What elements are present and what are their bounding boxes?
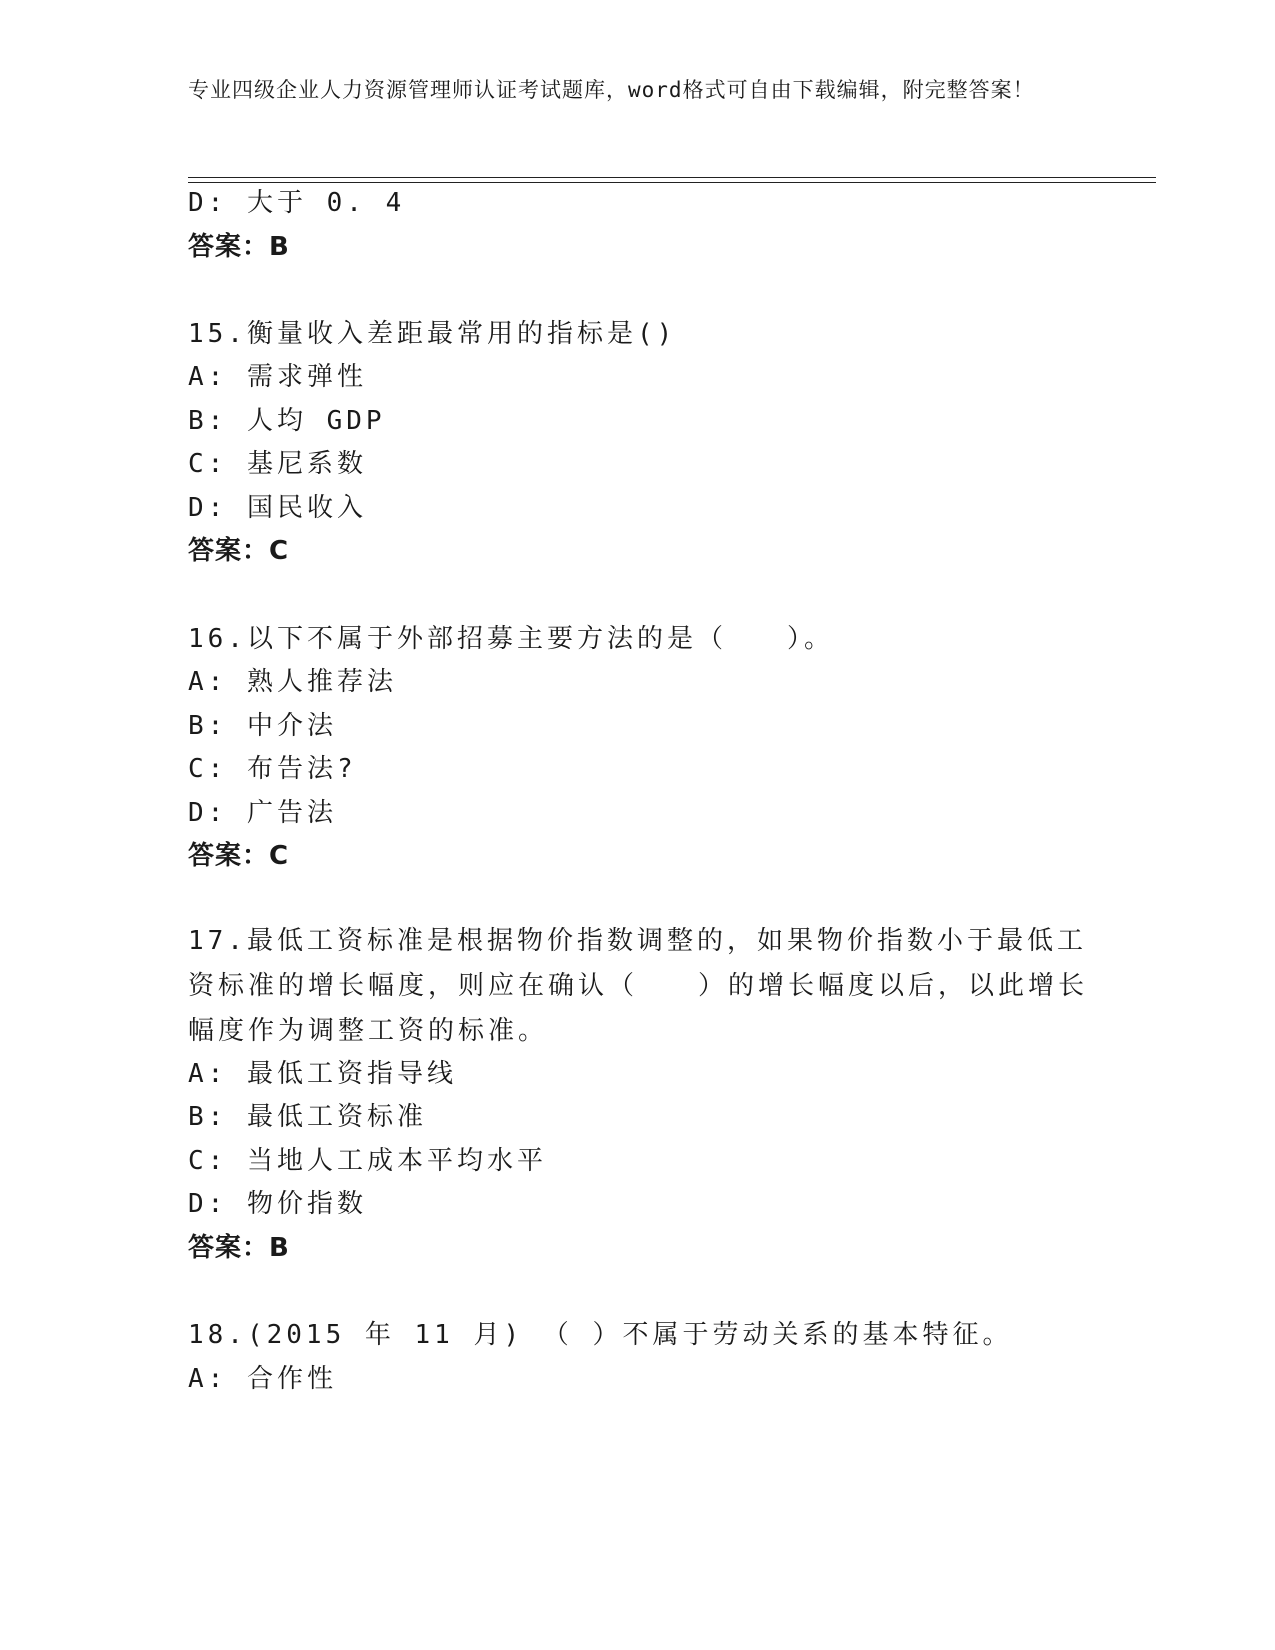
q17-option-a: A: 最低工资指导线 — [188, 1059, 457, 1089]
q17-stem: 17.最低工资标准是根据物价指数调整的，如果物价指数小于最低工资标准的增长幅度，则应在确认（ ）的增长幅度以后，以此增长幅度作为调整工资的标准。 — [188, 926, 1089, 1046]
header-divider-top — [188, 177, 1156, 178]
q15-option-d: D: 国民收入 — [188, 493, 367, 523]
q15-answer: 答案：C — [188, 536, 290, 566]
header-divider-bottom — [188, 182, 1156, 183]
q17-option-d: D: 物价指数 — [188, 1189, 367, 1219]
q16-option-d: D: 广告法 — [188, 798, 337, 828]
prev-answer: 答案：B — [188, 232, 290, 262]
q15-option-c: C: 基尼系数 — [188, 449, 367, 479]
prev-option-d: D: 大于 0. 4 — [188, 188, 406, 218]
q16-option-c: C: 布告法? — [188, 754, 357, 784]
q15-stem: 15.衡量收入差距最常用的指标是() — [188, 319, 677, 349]
q16-stem: 16.以下不属于外部招募主要方法的是（ ）。 — [188, 624, 834, 654]
q16-option-b: B: 中介法 — [188, 711, 337, 741]
q15-option-a: A: 需求弹性 — [188, 362, 367, 392]
q18-option-a: A: 合作性 — [188, 1364, 337, 1394]
q16-answer: 答案：C — [188, 841, 290, 871]
q17-option-c: C: 当地人工成本平均水平 — [188, 1146, 547, 1176]
q17-option-b: B: 最低工资标准 — [188, 1102, 427, 1132]
q18-stem: 18.(2015 年 11 月) （ ）不属于劳动关系的基本特征。 — [188, 1320, 1013, 1350]
q17-answer: 答案：B — [188, 1233, 290, 1263]
q15-option-b: B: 人均 GDP — [188, 406, 386, 436]
document-header: 专业四级企业人力资源管理师认证考试题库，word格式可自由下载编辑，附完整答案！ — [188, 78, 1035, 102]
q16-option-a: A: 熟人推荐法 — [188, 667, 397, 697]
